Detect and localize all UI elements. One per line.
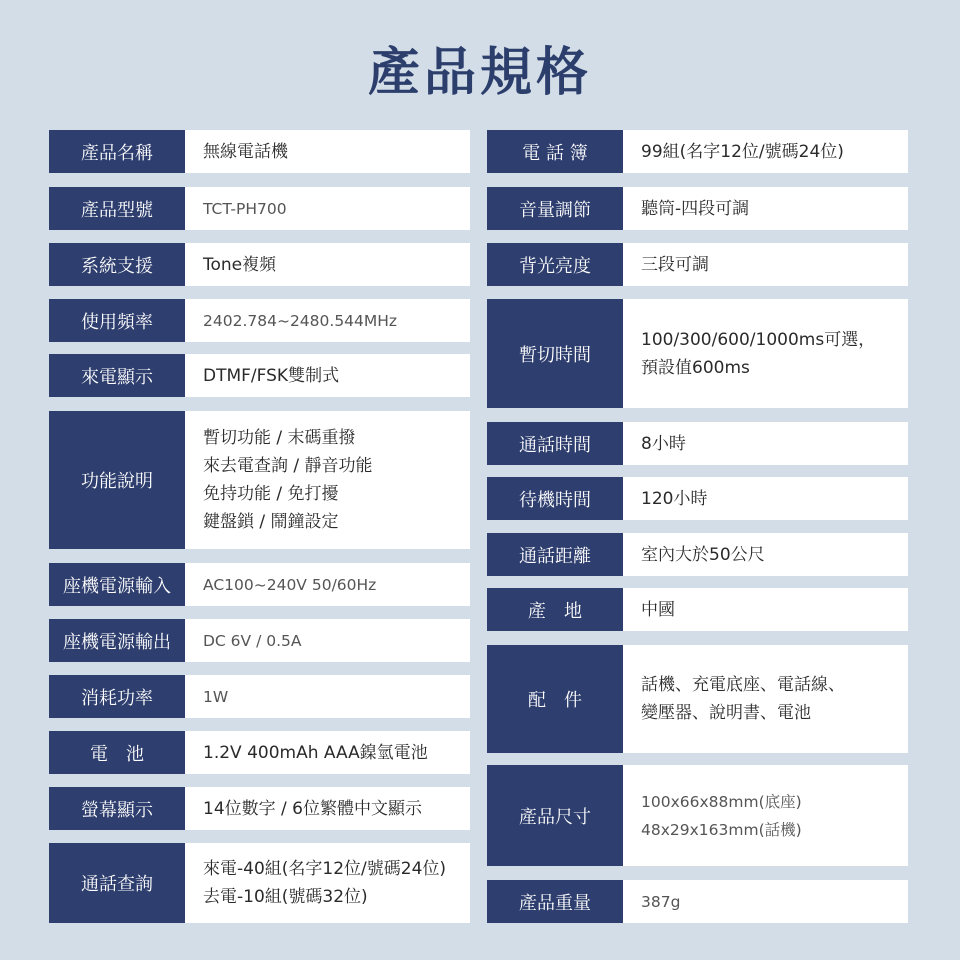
spec-value [623, 243, 908, 286]
spec-value [623, 187, 908, 230]
spec-value [623, 477, 908, 520]
spec-value-text: DTMF/FSK雙制式 [203, 365, 340, 386]
spec-row-frequency [49, 299, 470, 342]
spec-row-power-output [49, 619, 470, 662]
spec-row-display [49, 787, 470, 830]
spec-label: 配 件 [487, 645, 623, 753]
spec-label: 螢幕顯示 [49, 787, 185, 830]
spec-row-product-name [49, 130, 470, 173]
spec-value-text: 三段可調 [641, 254, 709, 275]
spec-label: 座機電源輸出 [49, 619, 185, 662]
spec-value-text: 無線電話機 [203, 141, 288, 162]
spec-label: 產品型號 [49, 187, 185, 230]
spec-label: 產 地 [487, 588, 623, 631]
spec-value-text: 2402.784~2480.544MHz [203, 311, 398, 330]
spec-value-line: 變壓器、說明書、電池 [641, 703, 811, 723]
spec-label: 音量調節 [487, 187, 623, 230]
spec-label: 座機電源輸入 [49, 563, 185, 606]
page-title: 產品規格 [367, 43, 592, 103]
spec-value-text: 1.2V 400mAh AAA鎳氫電池 [203, 742, 428, 763]
spec-value [623, 880, 908, 923]
spec-value-line: 去電-10組(號碼32位) [203, 887, 368, 907]
spec-label: 產品名稱 [49, 130, 185, 173]
spec-value-text: DC 6V / 0.5A [203, 631, 302, 650]
spec-row-power-consumption [49, 675, 470, 718]
spec-label: 待機時間 [487, 477, 623, 520]
spec-value-line: 100x66x88mm(底座) [641, 792, 802, 811]
spec-row-model [49, 187, 470, 230]
spec-value [185, 731, 470, 774]
spec-value-line: 預設值600ms [641, 357, 750, 378]
spec-row-backlight [487, 243, 908, 286]
spec-label: 產品尺寸 [487, 765, 623, 866]
spec-row-range [487, 533, 908, 576]
spec-value [185, 563, 470, 606]
spec-value [185, 299, 470, 342]
spec-value-text: 室內大於50公尺 [641, 544, 765, 565]
spec-label: 通話距離 [487, 533, 623, 576]
spec-value-text: 99組(名字12位/號碼24位) [641, 141, 844, 162]
spec-value-text: 1W [203, 687, 229, 706]
spec-value [185, 619, 470, 662]
spec-label: 產品重量 [487, 880, 623, 923]
spec-row-volume [487, 187, 908, 230]
spec-row-standby-time [487, 477, 908, 520]
spec-label: 電 池 [49, 731, 185, 774]
spec-value-line: 來電-40組(名字12位/號碼24位) [203, 859, 447, 879]
spec-row-features [49, 411, 470, 549]
spec-value-line: 100/300/600/1000ms可選， [641, 329, 876, 350]
spec-row-talk-time [487, 422, 908, 465]
spec-value [623, 645, 908, 753]
spec-value-line: 免持功能 / 免打擾 [203, 484, 339, 504]
spec-label: 暫切時間 [487, 299, 623, 408]
spec-row-weight [487, 880, 908, 923]
spec-row-caller-id [49, 354, 470, 397]
spec-value [185, 787, 470, 830]
spec-value [185, 411, 470, 549]
spec-label: 背光亮度 [487, 243, 623, 286]
spec-value [623, 130, 908, 173]
spec-row-system [49, 243, 470, 286]
spec-label: 來電顯示 [49, 354, 185, 397]
spec-row-flash-time [487, 299, 908, 408]
spec-value [185, 354, 470, 397]
spec-label: 通話時間 [487, 422, 623, 465]
spec-value [185, 187, 470, 230]
spec-value [623, 299, 908, 408]
spec-label: 系統支援 [49, 243, 185, 286]
spec-label: 通話查詢 [49, 843, 185, 923]
spec-value-text: 14位數字 / 6位繁體中文顯示 [203, 798, 422, 819]
spec-value-text: Tone複頻 [203, 254, 277, 275]
spec-value [623, 533, 908, 576]
spec-value [185, 243, 470, 286]
spec-row-dimensions [487, 765, 908, 866]
spec-value-line: 話機、充電底座、電話線、 [641, 675, 845, 695]
spec-value [185, 843, 470, 923]
spec-value [623, 765, 908, 866]
spec-value [185, 675, 470, 718]
spec-value-text: 中國 [641, 599, 675, 620]
spec-label: 電 話 簿 [487, 130, 623, 173]
spec-label: 使用頻率 [49, 299, 185, 342]
spec-value-line: 鍵盤鎖 / 鬧鐘設定 [203, 512, 339, 532]
spec-label: 消耗功率 [49, 675, 185, 718]
spec-value-text: 8小時 [641, 433, 686, 454]
spec-value-line: 48x29x163mm(話機) [641, 820, 802, 839]
spec-value-line: 暫切功能 / 末碼重撥 [203, 428, 356, 448]
spec-value-text: TCT-PH700 [203, 199, 287, 218]
spec-value [623, 588, 908, 631]
spec-value-text: 387g [641, 892, 681, 911]
spec-row-battery [49, 731, 470, 774]
spec-value [185, 130, 470, 173]
spec-value-text: AC100~240V 50/60Hz [203, 575, 377, 594]
spec-value-text: 聽筒-四段可調 [641, 198, 750, 219]
spec-row-power-input [49, 563, 470, 606]
spec-value-text: 120小時 [641, 488, 708, 509]
spec-row-origin [487, 588, 908, 631]
spec-row-phonebook [487, 130, 908, 173]
spec-value-line: 來去電查詢 / 靜音功能 [203, 456, 373, 476]
spec-value [623, 422, 908, 465]
spec-row-accessories [487, 645, 908, 753]
spec-label: 功能說明 [49, 411, 185, 549]
spec-row-call-log [49, 843, 470, 923]
